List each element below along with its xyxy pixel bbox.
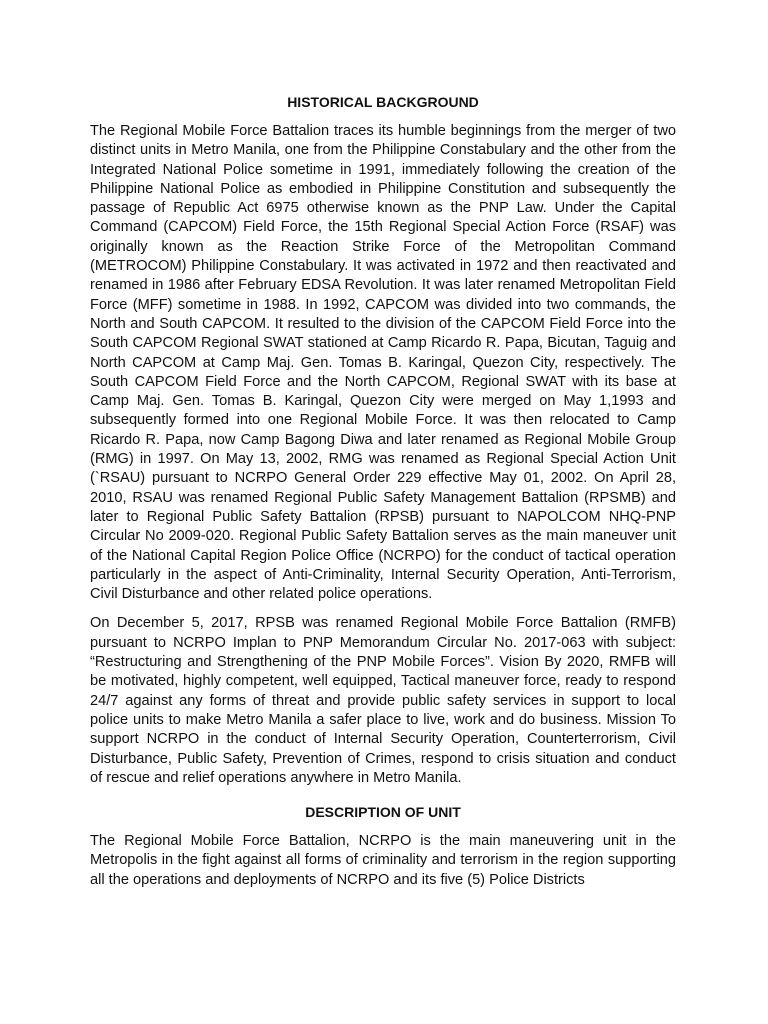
section-heading-historical-background: HISTORICAL BACKGROUND — [287, 94, 479, 110]
document-body — [90, 92, 676, 890]
paragraph-history: The Regional Mobile Force Battalion traces its humble beginnings from the merger of two distinct units in Metro Manila, one from the Philippine Constabulary and the other from the Integrated National Police sometime in 1991, immediately following the creation of the Philippine National Police as embodied in Philippine Constitution and subsequently the passage of Republic Act 6975 otherwise known as the PNP Law. Under the Capital Command (CAPCOM) Field Force, the 15th Regional Special Action Force (RSAF) was originally known as the Reaction Strike Force of the Metropolitan Command (METROCOM) Philippine Constabulary. It was activated in 1972 and then reactivated and renamed in 1986 after February EDSA Revolution. It was later renamed Metropolitan Field Force (MFF) sometime in 1988. In 1992, CAPCOM was divided into two commands, the North and South CAPCOM. It resulted to the division of the CAPCOM Field Force into the South CAPCOM Regional SWAT stationed at Camp Ricardo R. Papa, Bicutan, Taguig and North CAPCOM at Camp Maj. Gen. Tomas B. Karingal, Quezon City, respectively. The South CAPCOM Field Force and the North CAPCOM, Regional SWAT with its base at Camp Maj. Gen. Tomas B. Karingal, Quezon City were merged on May 1,1993 and subsequently formed into one Regional Mobile Force. It was then relocated to Camp Ricardo R. Papa, now Camp Bagong Diwa and later renamed as Regional Mobile Group (RMG) in 1997. On May 13, 2002, RMG was renamed as Regional Special Action Unit (`RSAU) pursuant to NCRPO General Order 229 effective May 01, 2002. On April 28, 2010, RSAU was renamed Regional Public Safety Management Battalion (RPSMB) and later to Regional Public Safety Battalion (RPSB) pursuant to NAPOLCOM NHQ-PNP Circular No 2009-020. Regional Public Safety Battalion serves as the main maneuver unit of the National Capital Region Police Office (NCRPO) for the conduct of tactical operation particularly in the aspect of Anti-Criminality, Internal Security Operation, Anti-Terrorism, Civil Disturbance and other related police operations. — [90, 123, 676, 603]
section-heading-description-of-unit: DESCRIPTION OF UNIT — [305, 804, 461, 821]
paragraph-description: The Regional Mobile Force Battalion, NCRPO is the main maneuvering unit in the Metropolis in the fight against all forms of criminality and terrorism in the region supporting all the operations and deployments of NCRPO and its five (5) Police Districts — [90, 833, 676, 888]
paragraph-renaming-vision-mission: On December 5, 2017, RPSB was renamed Regional Mobile Force Battalion (RMFB) pursuant to NCRPO Implan to PNP Memorandum Circular No. 2017-063 with subject: “Restructuring and Strengthening of the PNP Mobile Forces”. Vision By 2020, RMFB will be motivated, highly competent, well equipped, Tactical maneuver force, ready to respond 24/7 against any forms of threat and provide public safety services in support to local police units to make Metro Manila a safer place to live, work and do business. Mission To support NCRPO in the conduct of Internal Security Operation, Counterterrorism, Civil Disturbance, Public Safety, Prevention of Crimes, respond to crisis situation and conduct of rescue and relief operations anywhere in Metro Manila. — [90, 615, 676, 786]
